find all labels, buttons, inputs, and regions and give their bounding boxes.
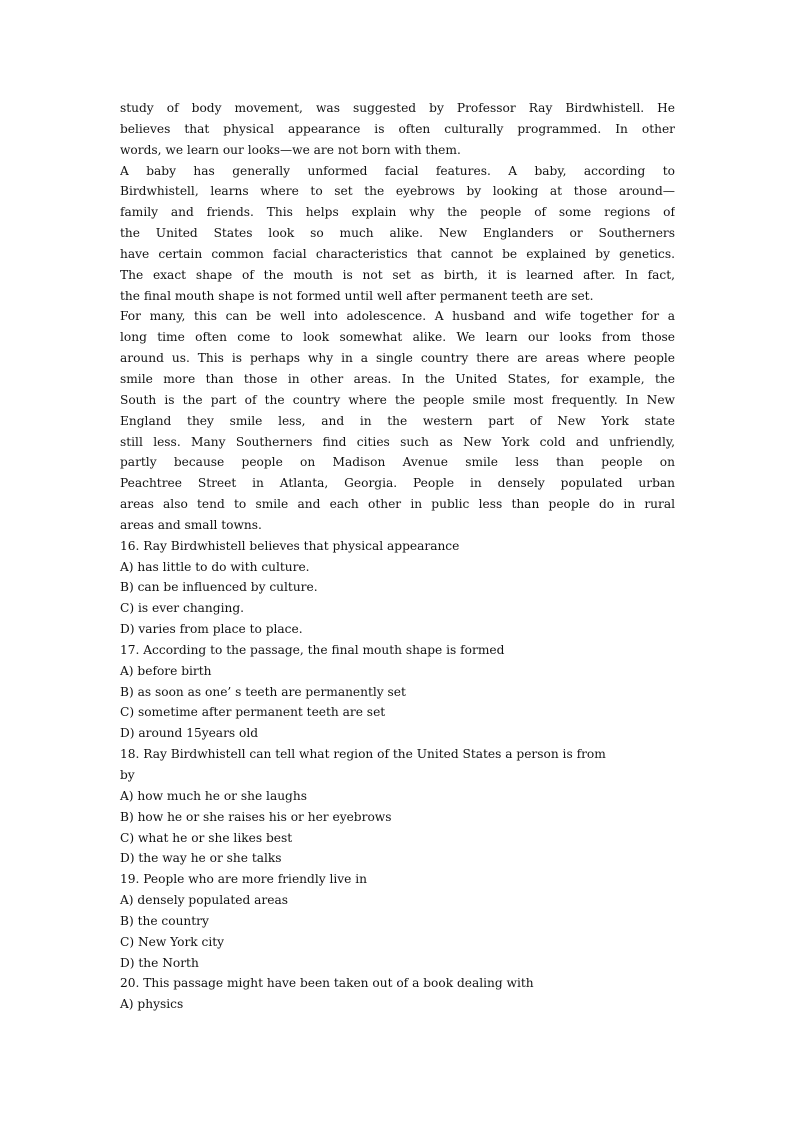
question-17-option-a: A) before birth <box>120 663 212 678</box>
passage-line: Peachtree Street in Atlanta, Georgia. People in densely populated urban <box>120 476 675 491</box>
passage-line: study of body movement, was suggested by Professor Ray Birdwhistell. He <box>120 101 675 115</box>
passage-line: partly because people on Madison Avenue smile less than people on <box>120 455 675 470</box>
question-19-option-a: A) densely populated areas <box>120 893 288 908</box>
passage-line: The exact shape of the mouth is not set as birth, it is learned after. In fact, <box>120 267 675 282</box>
passage-line: England they smile less, and in the western part of New York state <box>120 413 675 428</box>
question-17-option-d: D) around 15years old <box>120 726 259 741</box>
question-19-stem: 19. People who are more friendly live in <box>120 872 367 887</box>
question-18-stem: 18. Ray Birdwhistell can tell what region of the United States a person is from <box>120 747 606 762</box>
passage-line: around us. This is perhaps why in a single country there are areas where people <box>120 351 675 366</box>
question-19-option-c: C) New York city <box>120 934 225 949</box>
passage-line: words, we learn our looks—we are not born with them. <box>120 142 461 157</box>
question-18-option-c: C) what he or she likes best <box>120 830 293 845</box>
question-19-option-d: D) the North <box>120 955 199 970</box>
question-17-option-c: C) sometime after permanent teeth are set <box>120 705 386 720</box>
passage-line: the final mouth shape is not formed until well after permanent teeth are set. <box>120 288 594 303</box>
question-16-option-d: D) varies from place to place. <box>120 622 303 637</box>
question-18-option-a: A) how much he or she laughs <box>120 788 307 803</box>
passage-line: smile more than those in other areas. In the United States, for example, the <box>120 371 675 386</box>
question-20-stem: 20. This passage might have been taken out of a book dealing with <box>120 976 534 991</box>
question-16-option-c: C) is ever changing. <box>120 601 245 616</box>
question-16-option-b: B) can be influenced by culture. <box>120 580 318 595</box>
passage-line: areas also tend to smile and each other in public less than people do in rural <box>120 497 675 512</box>
question-16-option-a: A) has little to do with culture. <box>120 559 310 574</box>
question-18-stem-continued: by <box>120 768 135 782</box>
question-17-option-b: B) as soon as one’ s teeth are permanently set <box>120 684 406 699</box>
passage-line: have certain common facial characteristics that cannot be explained by genetics. <box>120 246 675 261</box>
passage-line: family and friends. This helps explain why the people of some regions of <box>120 205 675 220</box>
question-17-stem: 17. According to the passage, the final mouth shape is formed <box>120 642 505 657</box>
passage-line: A baby has generally unformed facial features. A baby, according to <box>120 163 675 178</box>
question-16-stem: 16. Ray Birdwhistell believes that physical appearance <box>120 538 460 553</box>
passage-line: long time often come to look somewhat alike. We learn our looks from those <box>120 330 675 345</box>
passage-line: believes that physical appearance is often culturally programmed. In other <box>120 121 675 136</box>
passage-line: South is the part of the country where the people smile most frequently. In New <box>120 392 675 407</box>
document-content <box>120 98 675 1015</box>
question-19-option-b: B) the country <box>120 913 209 928</box>
passage-line: the United States look so much alike. New Englanders or Southerners <box>120 226 675 241</box>
question-list <box>120 536 675 1015</box>
question-18-option-d: D) the way he or she talks <box>120 851 282 866</box>
passage-line: areas and small towns. <box>120 517 262 532</box>
passage-line: For many, this can be well into adolescence. A husband and wife together for a <box>120 309 675 324</box>
reading-passage <box>120 98 675 536</box>
passage-line: still less. Many Southerners find cities such as New York cold and unfriendly, <box>120 434 675 449</box>
passage-line: Birdwhistell, learns where to set the eyebrows by looking at those around— <box>120 184 675 199</box>
question-18-option-b: B) how he or she raises his or her eyebrows <box>120 809 392 824</box>
question-20-option-a: A) physics <box>120 997 184 1012</box>
